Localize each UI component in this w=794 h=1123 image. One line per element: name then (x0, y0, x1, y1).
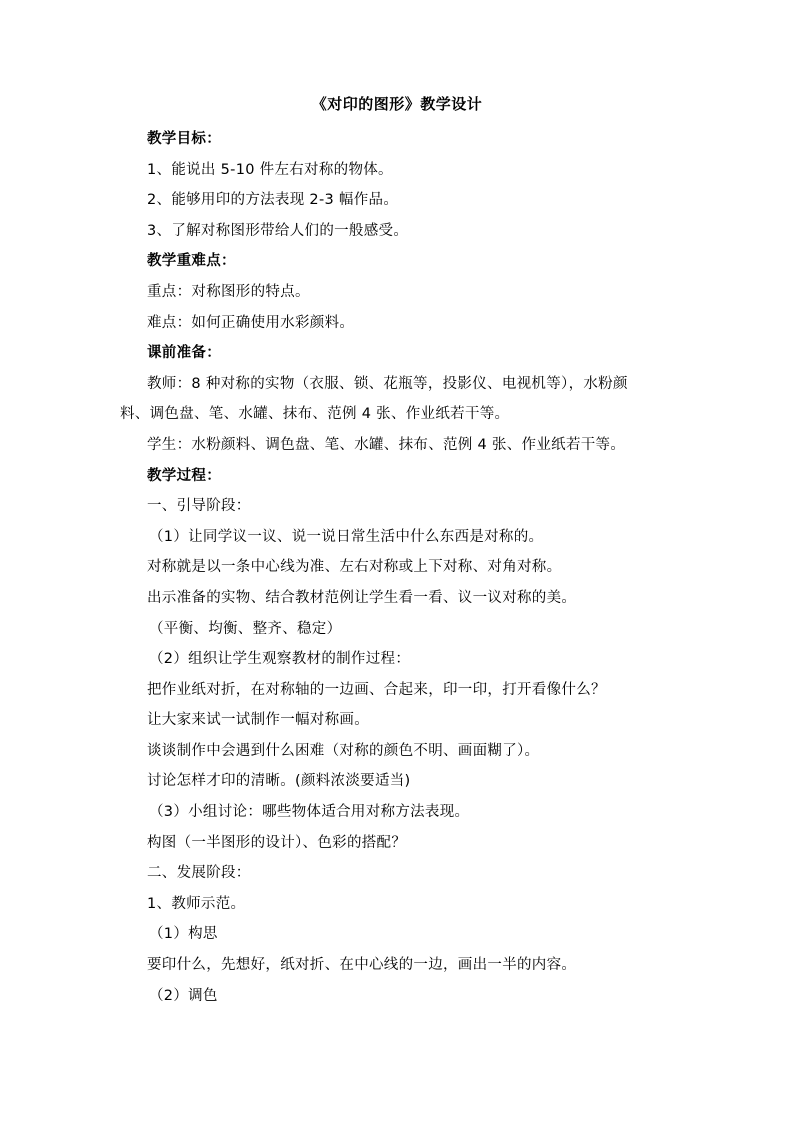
section-heading: 教学目标： (147, 131, 221, 147)
paragraph-line: （2）组织让学生观察教材的制作过程： (149, 651, 411, 668)
paragraph-line: 学生：水粉颜料、调色盘、笔、水罐、抹布、范例 4 张、作业纸若干等。 (147, 436, 626, 453)
section-heading: 教学重难点： (147, 253, 236, 270)
paragraph-line: （3）小组讨论：哪些物体适合用对称方法表现。 (149, 804, 470, 821)
section-heading: 课前准备： (147, 345, 221, 362)
paragraph-line: （2）调色 (149, 987, 218, 1004)
paragraph-line: 要印什么，先想好，纸对折、在中心线的一边，画出一半的内容。 (147, 957, 577, 974)
paragraph-line: 出示准备的实物、结合教材范例让学生看一看、议一议对称的美。 (147, 589, 577, 606)
paragraph-line: 二、发展阶段： (147, 865, 251, 882)
paragraph-line: （平衡、均衡、整齐、稳定） (149, 620, 342, 637)
paragraph-line: 讨论怎样才印的清晰。(颜料浓淡要适当) (147, 773, 411, 790)
paragraph-line: 谈谈制作中会遇到什么困难（对称的颜色不明、画面糊了）。 (147, 742, 540, 759)
paragraph-line: 把作业纸对折，在对称轴的一边画、合起来，印一印，打开看像什么？ (147, 681, 606, 698)
paragraph-line: 2、能够用印的方法表现 2-3 幅作品。 (147, 192, 399, 209)
section-heading: 教学过程： (147, 467, 221, 484)
document-title: 《对印的图形》教学设计 (311, 95, 483, 113)
paragraph-line: 1、教师示范。 (147, 895, 246, 912)
paragraph-line: 让大家来试一试制作一幅对称画。 (147, 712, 369, 729)
document-body (120, 124, 667, 1011)
paragraph-line: （1）让同学议一议、说一说日常生活中什么东西是对称的。 (149, 528, 544, 545)
paragraph-line: 重点：对称图形的特点。 (147, 283, 310, 300)
paragraph-line: 料、调色盘、笔、水罐、抹布、范例 4 张、作业纸若干等。 (120, 406, 510, 423)
paragraph-line: 1、能说出 5-10 件左右对称的物体。 (147, 161, 393, 178)
paragraph-line: 难点：如何正确使用水彩颜料。 (147, 314, 355, 331)
paragraph-line: 构图（一半图形的设计）、色彩的搭配？ (147, 834, 407, 851)
paragraph-line: 一、引导阶段： (147, 498, 251, 515)
paragraph-line: 3、了解对称图形带给人们的一般感受。 (147, 222, 409, 239)
paragraph-line: （1）构思 (149, 926, 218, 943)
paragraph-line: 教师：8 种对称的实物（衣服、锁、花瓶等，投影仪、电视机等），水粉颜 (147, 375, 628, 392)
paragraph-line: 对称就是以一条中心线为准、左右对称或上下对称、对角对称。 (147, 559, 562, 576)
